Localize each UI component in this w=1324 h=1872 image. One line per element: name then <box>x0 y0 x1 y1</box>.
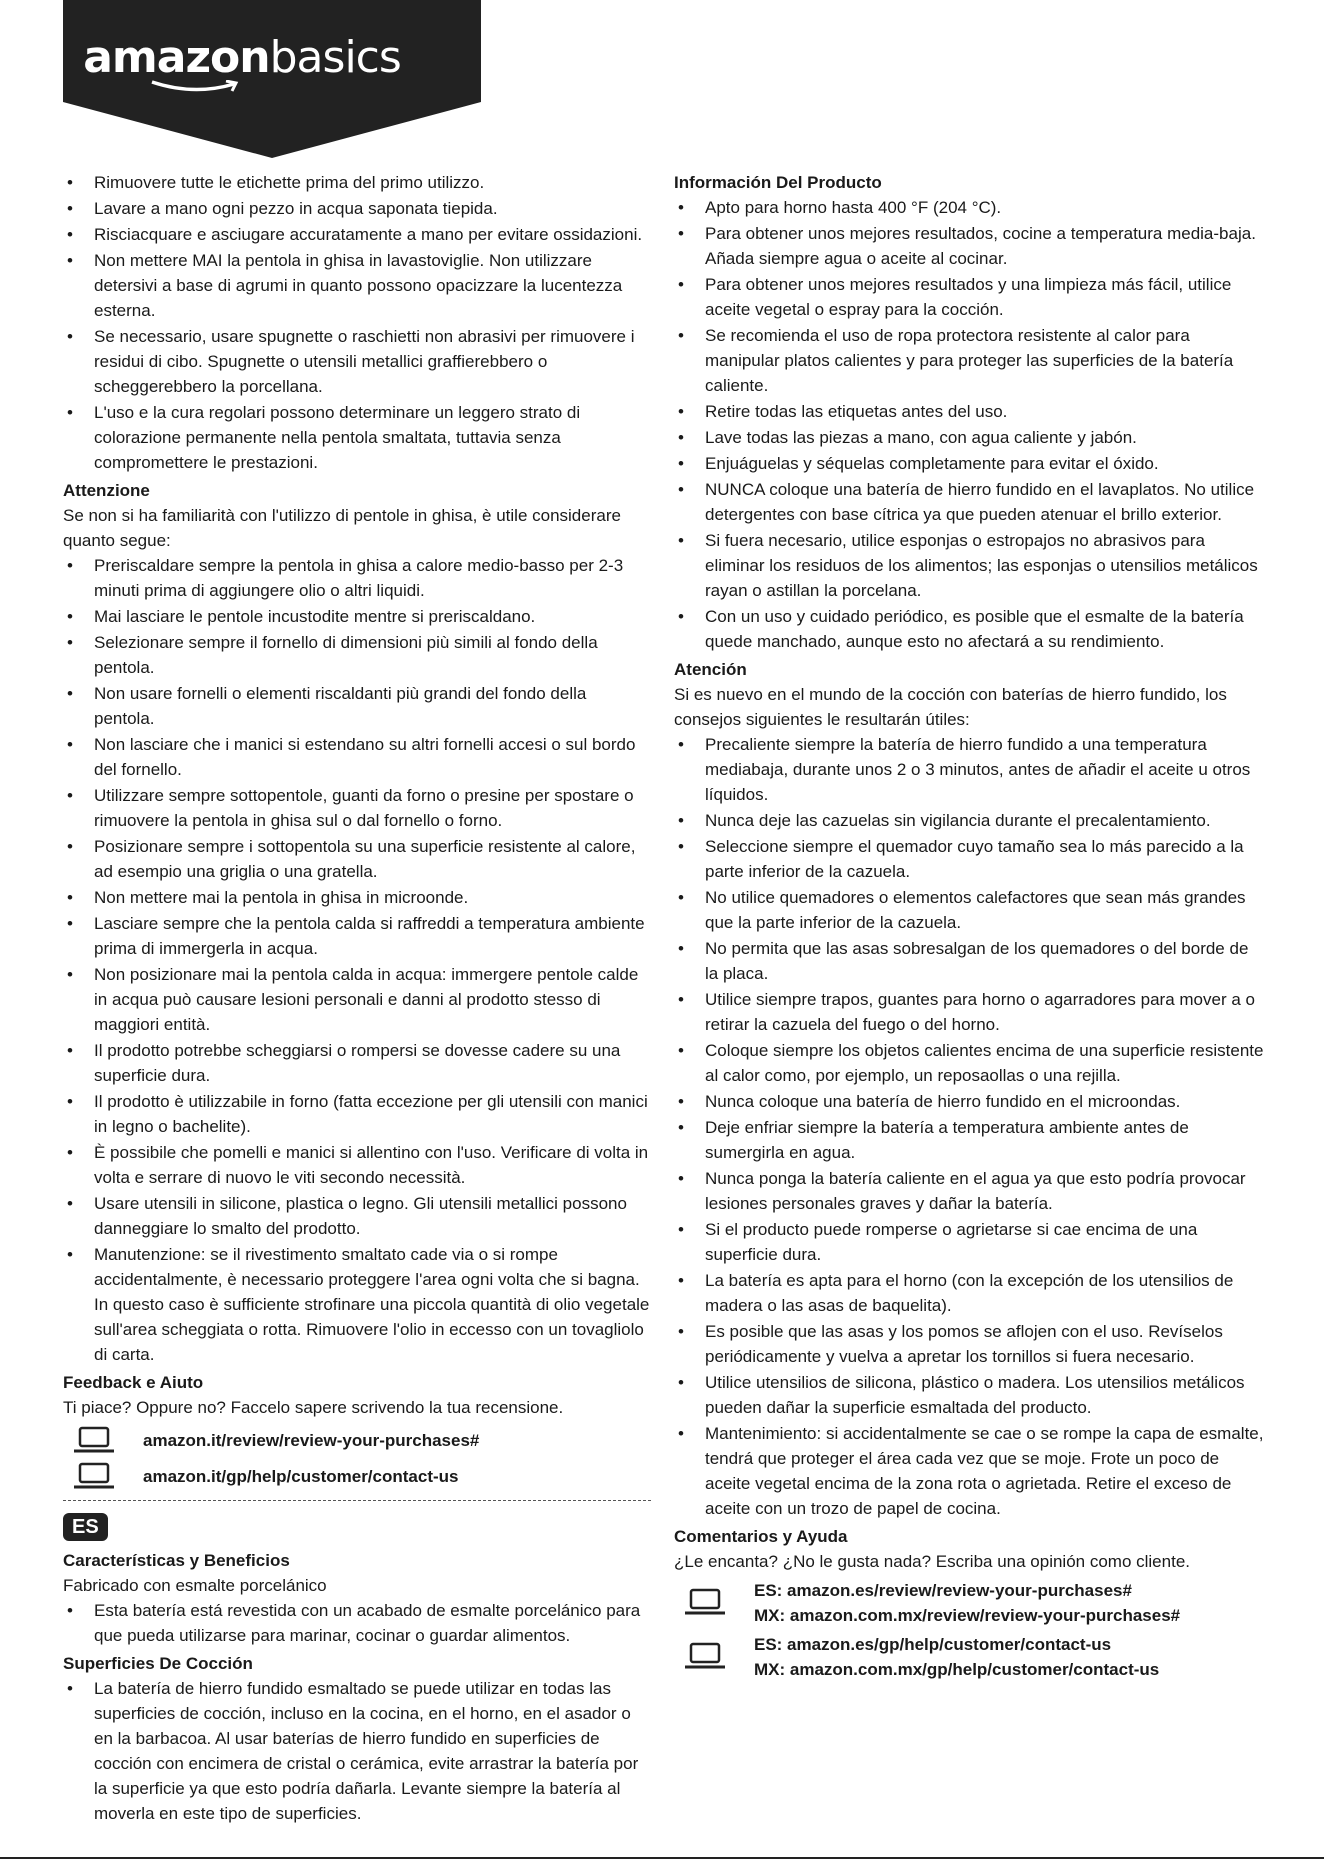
list-item: • Nunca deje las cazuelas sin vigilancia durante el precalentamiento. <box>674 808 1264 833</box>
contact-link-es[interactable]: ES: amazon.es/gp/help/customer/contact-us <box>754 1635 1112 1654</box>
list-item: • Il prodotto è utilizzabile in forno (fatta eccezione per gli utensili con manici in legno o bachelite). <box>63 1089 651 1139</box>
list-item: • Non usare fornelli o elementi riscaldanti più grandi del fondo della pentola. <box>63 681 651 731</box>
list-item: • Non lasciare che i manici si estendano su altri fornelli accesi o sul bordo del fornello. <box>63 732 651 782</box>
list-item: • Esta batería está revestida con un acabado de esmalte porcelánico para que pueda utilizarse para marinar, cocinar o guardar alimentos. <box>63 1598 651 1648</box>
list-item: • Utilice utensilios de silicona, plástico o madera. Los utensilios metálicos pueden dañar la superficie esmaltada del producto. <box>674 1370 1264 1420</box>
list-item: • Lavare a mano ogni pezzo in acqua saponata tiepida. <box>63 196 651 221</box>
list-item: • Se necessario, usare spugnette o raschietti non abrasivi per rimuovere i residui di cibo. Spugnette o utensili metallici graffierebbero o scheggerebbero la porcellana. <box>63 324 651 399</box>
list-item: • Nunca coloque una batería de hierro fundido en el microondas. <box>674 1089 1264 1114</box>
list-item: • Coloque siempre los objetos calientes encima de una superficie resistente al calor como, por ejemplo, un reposaollas o una rejilla. <box>674 1038 1264 1088</box>
caracteristicas-heading: Características y Beneficios <box>63 1551 290 1570</box>
list-item: • Es posible que las asas y los pomos se aflojen con el uso. Revíselos periódicamente y vuelva a apretar los tornillos si fuera necesario. <box>674 1319 1264 1369</box>
laptop-icon <box>73 1462 115 1490</box>
contact-link[interactable]: amazon.it/gp/help/customer/contact-us <box>143 1466 459 1486</box>
right-column <box>674 170 1264 1684</box>
list-item: • Non posizionare mai la pentola calda in acqua: immergere pentole calde in acqua può causare lesioni personali e danni al prodotto stesso di maggiori entità. <box>63 962 651 1037</box>
list-item: • Rimuovere tutte le etichette prima del primo utilizzo. <box>63 170 651 195</box>
list-item: • Non mettere MAI la pentola in ghisa in lavastoviglie. Non utilizzare detersivi a base di agrumi in quanto possono opacizzare la lucentezza esterna. <box>63 248 651 323</box>
superficies-heading: Superficies De Cocción <box>63 1654 253 1673</box>
comentarios-text: ¿Le encanta? ¿No le gusta nada? Escriba una opinión como cliente. <box>674 1552 1190 1571</box>
review-links-group <box>684 1578 1264 1628</box>
list-item: • Utilizzare sempre sottopentole, guanti da forno o presine per spostare o rimuovere la pentola in ghisa sul o dal fornello o forno. <box>63 783 651 833</box>
list-item: • Il prodotto potrebbe scheggiarsi o rompersi se dovesse cadere su una superficie dura. <box>63 1038 651 1088</box>
list-item: • Posizionare sempre i sottopentola su una superficie resistente al calore, ad esempio una griglia o una gratella. <box>63 834 651 884</box>
care-list <box>63 170 651 475</box>
list-item: • Deje enfriar siempre la batería a temperatura ambiente antes de sumergirla en agua. <box>674 1115 1264 1165</box>
list-item: • Mai lasciare le pentole incustodite mentre si preriscaldano. <box>63 604 651 629</box>
list-item: • Manutenzione: se il rivestimento smaltato cade via o si rompe accidentalmente, è necessario proteggere l'area ogni volta che si bagna. In questo caso è sufficiente strofinare una piccola quantità di olio vegetale sull'area scheggiata o rotta. Rimuovere l'olio in eccesso con un tovagliolo di carta. <box>63 1242 651 1367</box>
list-item: • Lasciare sempre che la pentola calda si raffreddi a temperatura ambiente prima di immergerla in acqua. <box>63 911 651 961</box>
laptop-icon <box>684 1642 726 1670</box>
attenzione-intro: Se non si ha familiarità con l'utilizzo di pentole in ghisa, è utile considerare quanto segue: <box>63 506 621 550</box>
bottom-rule <box>0 1857 1324 1859</box>
list-item: • Mantenimiento: si accidentalmente se cae o se rompe la capa de esmalte, tendrá que proteger el área cada vez que se moje. Frote un poco de aceite vegetal encima de la zona rota o agrietada. Retire el exceso de aceite con un trozo de papel de cocina. <box>674 1421 1264 1521</box>
feedback-heading: Feedback e Aiuto <box>63 1373 204 1392</box>
language-badge: ES <box>63 1513 108 1541</box>
list-item: • Para obtener unos mejores resultados y una limpieza más fácil, utilice aceite vegetal o espray para la cocción. <box>674 272 1264 322</box>
contact-link-row[interactable] <box>73 1462 651 1490</box>
list-item: • Se recomienda el uso de ropa protectora resistente al calor para manipular platos calientes y para proteger las superficies de la batería caliente. <box>674 323 1264 398</box>
list-item: • Si fuera necesario, utilice esponjas o estropajos no abrasivos para eliminar los residuos de los alimentos; las esponjas o utensilios metálicos rayan o astillan la porcelana. <box>674 528 1264 603</box>
atencion-list <box>674 732 1264 1521</box>
list-item: • Utilice siempre trapos, guantes para horno o agarradores para mover a o retirar la cazuela del fuego o del horno. <box>674 987 1264 1037</box>
list-item: • L'uso e la cura regolari possono determinare un leggero strato di colorazione permanente nella pentola smaltata, tuttavia senza compromettere le prestazioni. <box>63 400 651 475</box>
list-item: • Preriscaldare sempre la pentola in ghisa a calore medio-basso per 2-3 minuti prima di aggiungere olio o altri liquidi. <box>63 553 651 603</box>
info-heading: Información Del Producto <box>674 173 882 192</box>
smile-icon <box>150 80 240 94</box>
feedback-text: Ti piace? Oppure no? Faccelo sapere scrivendo la tua recensione. <box>63 1398 564 1417</box>
list-item: • Con un uso y cuidado periódico, es posible que el esmalte de la batería quede manchado, aunque esto no afectará a su rendimiento. <box>674 604 1264 654</box>
list-item: • Para obtener unos mejores resultados, cocine a temperatura media-baja. Añada siempre agua o aceite al cocinar. <box>674 221 1264 271</box>
list-item: • Enjuáguelas y séquelas completamente para evitar el óxido. <box>674 451 1264 476</box>
comentarios-heading: Comentarios y Ayuda <box>674 1527 848 1546</box>
review-link-es[interactable]: ES: amazon.es/review/review-your-purchases# <box>754 1581 1132 1600</box>
section-divider <box>63 1500 651 1501</box>
contact-link-mx[interactable]: MX: amazon.com.mx/gp/help/customer/contact-us <box>754 1660 1160 1679</box>
list-item: • Usare utensili in silicone, plastica o legno. Gli utensili metallici possono danneggiare lo smalto del prodotto. <box>63 1191 651 1241</box>
list-item: • Si el producto puede romperse o agrietarse si cae encima de una superficie dura. <box>674 1217 1264 1267</box>
contact-links-group <box>684 1632 1264 1682</box>
atencion-heading: Atención <box>674 660 747 679</box>
left-column <box>63 170 651 1827</box>
attenzione-list <box>63 553 651 1367</box>
list-item: • La batería de hierro fundido esmaltado se puede utilizar en todas las superficies de cocción, incluso en la cocina, en el horno, en el asador o en la barbacoa. Al usar baterías de hierro fundido en superficies de cocción con encimera de cristal o cerámica, evite arrastrar la batería por la superficie ya que esto podría dañarla. Levante siempre la batería al moverla en este tipo de superficies. <box>63 1676 651 1826</box>
laptop-icon <box>73 1426 115 1454</box>
attenzione-heading: Attenzione <box>63 481 150 500</box>
list-item: • Seleccione siempre el quemador cuyo tamaño sea lo más parecido a la parte inferior de la cazuela. <box>674 834 1264 884</box>
list-item: • Retire todas las etiquetas antes del uso. <box>674 399 1264 424</box>
list-item: • Apto para horno hasta 400 °F (204 °C). <box>674 195 1264 220</box>
list-item: • È possibile che pomelli e manici si allentino con l'uso. Verificare di volta in volta e serrare di nuovo le viti secondo necessità. <box>63 1140 651 1190</box>
superficies-list <box>63 1676 651 1826</box>
list-item: • La batería es apta para el horno (con la excepción de los utensilios de madera o las asas de baquelita). <box>674 1268 1264 1318</box>
list-item: • NUNCA coloque una batería de hierro fundido en el lavaplatos. No utilice detergentes con base cítrica ya que pueden atenuar el brillo exterior. <box>674 477 1264 527</box>
list-item: • Lave todas las piezas a mano, con agua caliente y jabón. <box>674 425 1264 450</box>
review-link-row[interactable] <box>73 1426 651 1454</box>
list-item: • No utilice quemadores o elementos calefactores que sean más grandes que la parte inferior de la cazuela. <box>674 885 1264 935</box>
list-item: • Nunca ponga la batería caliente en el agua ya que esto podría provocar lesiones personales graves y dañar la batería. <box>674 1166 1264 1216</box>
laptop-icon <box>684 1588 726 1616</box>
caracteristicas-subtitle: Fabricado con esmalte porcelánico <box>63 1576 327 1595</box>
brand-logo: amazonbasics <box>72 32 412 83</box>
info-list <box>674 195 1264 654</box>
list-item: • Selezionare sempre il fornello di dimensioni più simili al fondo della pentola. <box>63 630 651 680</box>
list-item: • Risciacquare e asciugare accuratamente a mano per evitare ossidazioni. <box>63 222 651 247</box>
review-link-mx[interactable]: MX: amazon.com.mx/review/review-your-purchases# <box>754 1606 1181 1625</box>
list-item: • Precaliente siempre la batería de hierro fundido a una temperatura mediabaja, durante unos 2 o 3 minutos, antes de añadir el aceite u otros líquidos. <box>674 732 1264 807</box>
caracteristicas-list <box>63 1598 651 1648</box>
list-item: • Non mettere mai la pentola in ghisa in microonde. <box>63 885 651 910</box>
list-item: • No permita que las asas sobresalgan de los quemadores o del borde de la placa. <box>674 936 1264 986</box>
atencion-intro: Si es nuevo en el mundo de la cocción con baterías de hierro fundido, los consejos siguientes le resultarán útiles: <box>674 685 1227 729</box>
review-link[interactable]: amazon.it/review/review-your-purchases# <box>143 1430 480 1450</box>
